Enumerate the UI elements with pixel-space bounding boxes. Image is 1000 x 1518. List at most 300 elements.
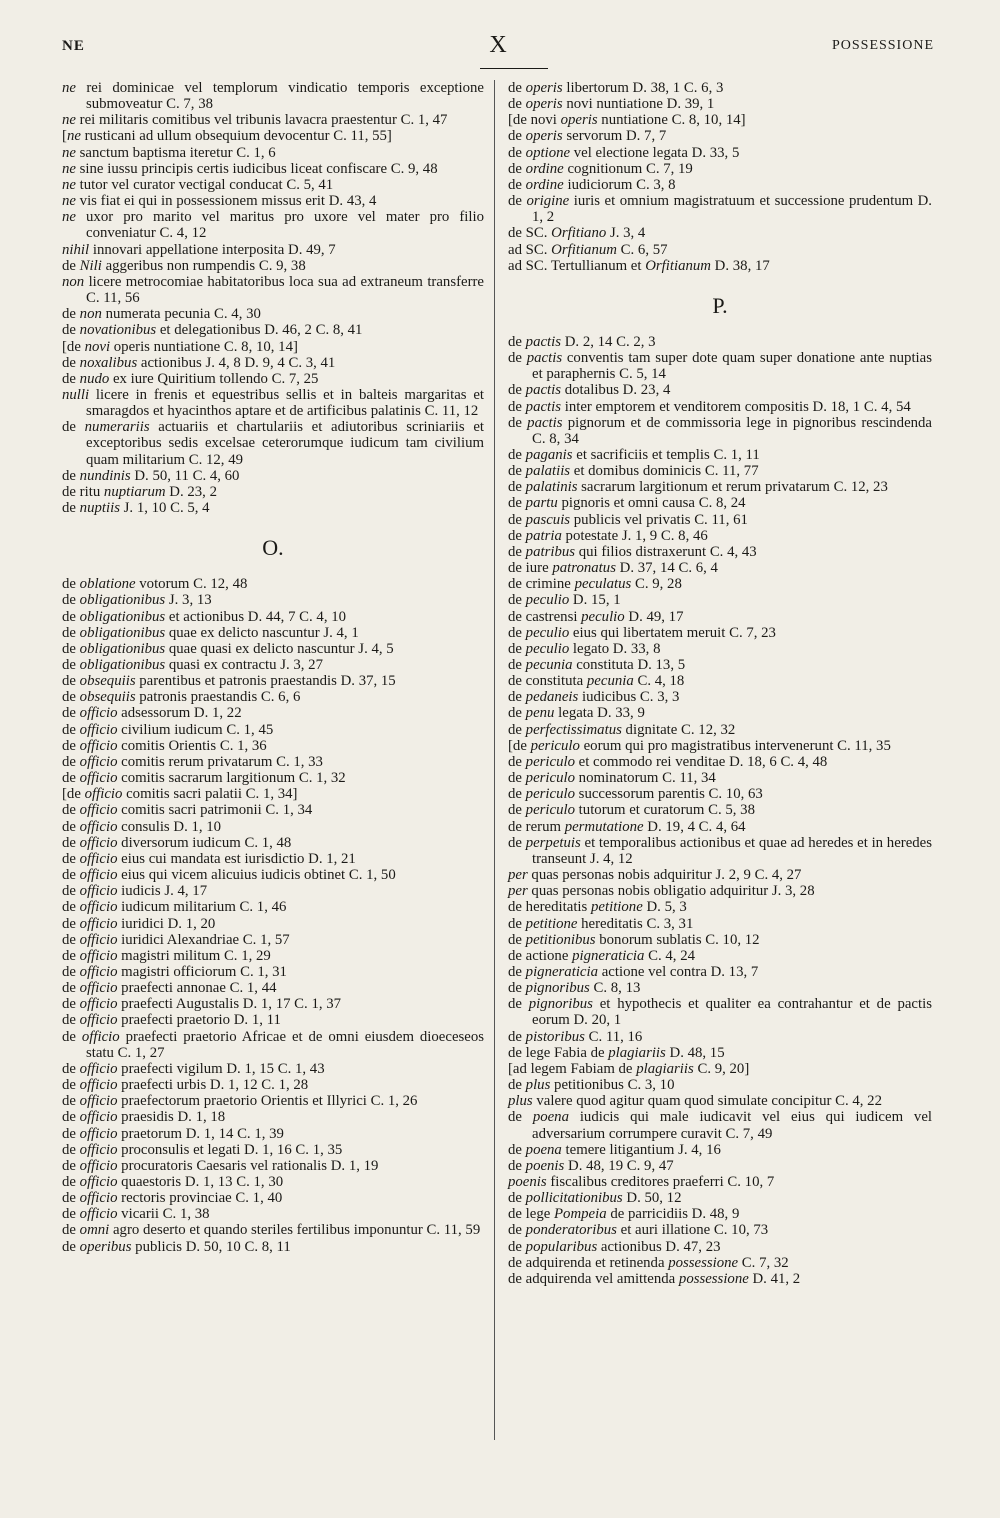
entry-text: et delegationibus D. 46, 2 C. 8, 41 xyxy=(156,322,363,339)
entry-keyword: peculio xyxy=(525,592,570,609)
entry-text: praefecti annonae C. 1, 44 xyxy=(117,980,277,997)
entry-text: de xyxy=(62,915,80,932)
index-entry xyxy=(508,1190,932,1206)
index-entry xyxy=(508,996,932,1028)
entry-keyword: per xyxy=(508,883,528,900)
index-entry xyxy=(508,258,932,274)
index-entry xyxy=(62,1126,484,1142)
entry-keyword: officio xyxy=(79,818,118,835)
entry-text: de xyxy=(508,479,526,496)
index-entry xyxy=(62,1158,484,1174)
entry-keyword: ne xyxy=(62,80,76,96)
index-entry xyxy=(62,112,484,128)
entry-keyword: officio xyxy=(79,850,118,867)
entry-text: de xyxy=(62,753,80,770)
entry-text: [de xyxy=(62,786,85,803)
entry-keyword: operis xyxy=(525,96,563,113)
entry-keyword: officio xyxy=(79,1077,118,1094)
entry-keyword: officio xyxy=(79,1093,118,1110)
index-entry xyxy=(508,819,932,835)
entry-text: praesidis D. 1, 18 xyxy=(117,1109,226,1126)
entry-text: de xyxy=(62,770,80,787)
entry-text: de xyxy=(508,1190,526,1207)
entry-text: et commodo rei venditae D. 18, 6 C. 4, 48 xyxy=(574,753,828,770)
entry-keyword: officio xyxy=(79,1206,118,1223)
index-entry xyxy=(62,641,484,657)
entry-text: et hypothecis et qualiter ea contrahantur et de pactis eorum D. 20, 1 xyxy=(532,996,932,1029)
entry-text: D. 49, 17 xyxy=(624,608,684,625)
index-entry xyxy=(62,322,484,338)
column-divider xyxy=(494,80,495,1440)
entry-text: de xyxy=(62,354,80,371)
index-entry xyxy=(508,225,932,241)
index-entry xyxy=(62,80,484,112)
entry-keyword: operis xyxy=(525,80,563,96)
index-entry xyxy=(508,802,932,818)
entry-text: D. 50, 11 C. 4, 60 xyxy=(130,467,240,484)
entry-text: licere in frenis et equestribus sellis et in balteis margaritas et smaragdos et hyacinthos aptare et de artificibus palatinis C. 11, 12 xyxy=(86,386,484,420)
entry-text: comitis sacri patrimonii C. 1, 34 xyxy=(117,802,313,819)
entry-text: [de xyxy=(508,737,531,754)
entry-text: nominatorum C. 11, 34 xyxy=(574,770,716,787)
index-entry xyxy=(508,447,932,463)
index-entry xyxy=(508,528,932,544)
index-entry xyxy=(508,592,932,608)
entry-keyword: Orfitianum xyxy=(551,241,617,258)
entry-keyword: plus xyxy=(525,1077,551,1094)
entry-keyword: officio xyxy=(79,996,118,1013)
index-entry xyxy=(508,932,932,948)
entry-keyword: petitione xyxy=(525,915,578,932)
entry-keyword: novationibus xyxy=(79,322,157,339)
entry-keyword: pactis xyxy=(526,350,563,367)
entry-keyword: periculo xyxy=(530,737,580,754)
entry-keyword: oblatione xyxy=(79,576,136,593)
entry-text: dignitate C. 12, 32 xyxy=(621,721,736,738)
entry-keyword: peculio xyxy=(581,608,625,625)
index-entry xyxy=(62,128,484,144)
entry-keyword: ordine xyxy=(525,176,564,193)
entry-text: et domibus dominicis C. 11, 77 xyxy=(570,463,759,480)
entry-keyword: plus xyxy=(508,1093,533,1110)
entry-text: ex iure Quiritium tollendo C. 7, 25 xyxy=(109,370,319,387)
entry-text: iuridici Alexandriae C. 1, 57 xyxy=(117,931,290,948)
entry-keyword: optione xyxy=(525,144,571,161)
entry-text: praefecti urbis D. 1, 12 C. 1, 28 xyxy=(117,1077,309,1094)
entry-text: libertorum D. 38, 1 C. 6, 3 xyxy=(562,80,724,96)
entry-text: de xyxy=(508,1109,533,1126)
entry-text: de xyxy=(508,996,529,1013)
entry-keyword: officio xyxy=(79,947,118,964)
entry-text: de xyxy=(508,721,526,738)
entry-text: de xyxy=(508,511,526,528)
index-entry xyxy=(508,835,932,867)
entry-text: de xyxy=(62,1125,80,1142)
entry-text: rei dominicae vel templorum vindicatio temporis exceptione submoveatur C. 7, 38 xyxy=(75,80,484,113)
header-right: POSSESSIONE xyxy=(831,38,934,53)
entry-keyword: nulli xyxy=(62,386,90,403)
index-entry xyxy=(62,657,484,673)
entry-keyword: officio xyxy=(84,786,123,803)
entry-text: D. 48, 19 C. 9, 47 xyxy=(564,1157,674,1174)
index-entry xyxy=(62,1222,484,1238)
entry-text: de xyxy=(508,834,526,851)
header-left: NE xyxy=(62,38,85,54)
index-entry xyxy=(62,484,484,500)
entry-keyword: nudo xyxy=(79,370,110,387)
entry-keyword: officio xyxy=(81,1028,120,1045)
entry-text: de adquirenda vel amittenda xyxy=(508,1270,679,1287)
entry-text: C. 6, 57 xyxy=(616,241,668,258)
index-entry xyxy=(508,883,932,899)
index-entry xyxy=(62,145,484,161)
entry-text: de xyxy=(508,753,526,770)
entry-text: de xyxy=(62,1238,80,1255)
entry-text: de xyxy=(508,80,526,96)
index-entry xyxy=(508,1206,932,1222)
entry-keyword: ne xyxy=(62,144,76,161)
entry-keyword: obligationibus xyxy=(79,608,166,625)
entry-text: novi nuntiatione D. 39, 1 xyxy=(562,96,715,113)
entry-text: de xyxy=(62,592,80,609)
entry-text: vicarii C. 1, 38 xyxy=(117,1206,210,1223)
right-column xyxy=(508,80,932,1287)
index-entry xyxy=(62,371,484,387)
index-entry xyxy=(62,306,484,322)
index-entry xyxy=(508,161,932,177)
entry-text: quas personas nobis adquiritur J. 2, 9 C. 4, 27 xyxy=(527,867,802,884)
index-entry xyxy=(62,1077,484,1093)
entry-keyword: officio xyxy=(79,1190,118,1207)
index-entry xyxy=(62,387,484,419)
entry-text: de xyxy=(62,850,80,867)
entry-keyword: omni xyxy=(79,1222,110,1239)
entry-text: D. 41, 2 xyxy=(748,1270,801,1287)
entry-keyword: officio xyxy=(79,1012,118,1029)
entry-text: C. 7, 32 xyxy=(738,1254,789,1271)
entry-text: aggeribus non rumpendis C. 9, 38 xyxy=(101,257,306,274)
entry-keyword: pigneraticia xyxy=(525,963,599,980)
entry-text: tutor vel curator vectigal conducat C. 5, 41 xyxy=(75,176,334,193)
entry-keyword: nihil xyxy=(62,241,90,258)
entry-keyword: pignoribus xyxy=(528,996,593,1013)
entry-text: de xyxy=(508,96,526,113)
entry-keyword: plagiariis xyxy=(608,1044,666,1061)
entry-text: de xyxy=(508,786,526,803)
index-entry xyxy=(508,1109,932,1141)
entry-text: quaestoris D. 1, 13 C. 1, 30 xyxy=(117,1174,284,1190)
index-entry xyxy=(62,193,484,209)
entry-keyword: perfectissimatus xyxy=(525,721,622,738)
entry-text: de xyxy=(62,721,80,738)
entry-text: de xyxy=(62,467,80,484)
entry-keyword: ne xyxy=(62,209,76,226)
entry-text: de xyxy=(508,592,526,609)
entry-keyword: officio xyxy=(79,737,118,754)
index-entry xyxy=(508,112,932,128)
index-entry xyxy=(62,996,484,1012)
entry-text: actionibus D. 47, 23 xyxy=(597,1238,721,1255)
index-entry xyxy=(508,1029,932,1045)
entry-text: comitis sacrarum largitionum C. 1, 32 xyxy=(117,770,346,787)
entry-text: de xyxy=(508,144,526,161)
entry-keyword: peculio xyxy=(525,624,570,641)
index-entry xyxy=(62,722,484,738)
entry-text: de xyxy=(508,1141,526,1158)
index-entry xyxy=(508,512,932,528)
entry-text: de xyxy=(62,705,80,722)
entry-keyword: periculo xyxy=(525,802,575,819)
index-entry xyxy=(62,851,484,867)
entry-keyword: poena xyxy=(525,1141,562,1158)
entry-text: nuntiatione C. 8, 10, 14] xyxy=(597,112,746,129)
entry-keyword: officio xyxy=(79,1109,118,1126)
index-entry xyxy=(508,193,932,225)
entry-text: de rerum xyxy=(508,818,565,835)
index-entry xyxy=(508,177,932,193)
entry-text: de hereditatis xyxy=(508,899,591,916)
entry-keyword: non xyxy=(79,306,102,323)
entry-text: cognitionum C. 7, 19 xyxy=(563,160,693,177)
entry-keyword: officio xyxy=(79,705,118,722)
entry-keyword: pactis xyxy=(525,382,562,399)
entry-keyword: ordine xyxy=(525,160,564,177)
entry-text: sine iussu principis certis iudicibus liceat confiscare C. 9, 48 xyxy=(75,160,438,177)
entry-text: de xyxy=(508,128,526,145)
entry-keyword: patronatus xyxy=(552,560,616,577)
entry-text: J. 3, 4 xyxy=(606,225,646,242)
entry-text: D. 37, 14 C. 6, 4 xyxy=(615,560,718,577)
index-entry xyxy=(62,161,484,177)
entry-keyword: officio xyxy=(79,931,118,948)
entry-text: C. 4, 24 xyxy=(644,947,695,964)
entry-text: de adquirenda et retinenda xyxy=(508,1254,669,1271)
entry-text: C. 8, 13 xyxy=(589,980,641,997)
entry-text: proconsulis et legati D. 1, 16 C. 1, 35 xyxy=(117,1141,343,1158)
entry-text: vis fiat ei qui in possessionem missus erit D. 43, 4 xyxy=(75,193,377,210)
index-entry xyxy=(508,350,932,382)
entry-keyword: officio xyxy=(79,753,118,770)
index-entry xyxy=(62,242,484,258)
index-entry xyxy=(62,770,484,786)
entry-text: de xyxy=(508,398,526,415)
entry-text: C. 11, 16 xyxy=(584,1028,643,1045)
entry-text: de xyxy=(508,350,527,367)
entry-text: eorum qui pro magistratibus intervenerunt C. 11, 35 xyxy=(579,737,891,754)
entry-text: bonorum sublatis C. 10, 12 xyxy=(595,931,760,948)
entry-keyword: numerariis xyxy=(84,419,150,436)
index-entry xyxy=(62,1093,484,1109)
entry-text: D. 38, 17 xyxy=(710,257,770,274)
entry-text: de xyxy=(508,1157,526,1174)
entry-text: de xyxy=(62,624,80,641)
entry-text: et sacrificiis et templis C. 1, 11 xyxy=(572,446,760,463)
entry-text: de xyxy=(508,689,526,706)
entry-text: de xyxy=(62,640,80,657)
entry-text: de crimine xyxy=(508,576,575,593)
entry-text: de xyxy=(62,931,80,948)
entry-keyword: per xyxy=(508,867,528,884)
index-entry xyxy=(62,274,484,306)
entry-text: de xyxy=(508,915,526,932)
index-entry xyxy=(508,1239,932,1255)
entry-keyword: ne xyxy=(62,112,76,129)
entry-text: ad SC. xyxy=(508,241,552,258)
entry-text: iudicum militarium C. 1, 46 xyxy=(117,899,287,916)
entry-keyword: pigneraticia xyxy=(572,947,645,964)
entry-text: iuris et omnium magistratuum et successione prudentum D. 1, 2 xyxy=(532,193,933,226)
entry-keyword: ne xyxy=(62,160,76,177)
index-entry xyxy=(62,964,484,980)
entry-text: de xyxy=(62,576,80,593)
entry-text: de xyxy=(508,1238,526,1255)
entry-text: de xyxy=(62,1060,80,1077)
index-entry xyxy=(62,1142,484,1158)
entry-keyword: officio xyxy=(79,802,118,819)
index-entry xyxy=(508,415,932,447)
entry-text: eius cui mandata est iurisdictio D. 1, 21 xyxy=(117,850,356,867)
index-entry xyxy=(508,479,932,495)
index-entry xyxy=(508,689,932,705)
entry-text: de xyxy=(508,705,526,722)
entry-keyword: penu xyxy=(525,705,555,722)
entry-keyword: pactis xyxy=(525,333,562,350)
index-entry xyxy=(62,754,484,770)
index-entry xyxy=(62,948,484,964)
entry-text: ad SC. Tertullianum et xyxy=(508,257,646,274)
index-entry xyxy=(508,145,932,161)
entry-keyword: officio xyxy=(79,1060,118,1077)
index-entry xyxy=(62,673,484,689)
entry-text: de iure xyxy=(508,560,553,577)
index-entry xyxy=(508,544,932,560)
entry-keyword: ne xyxy=(62,176,76,193)
index-entry xyxy=(62,419,484,467)
entry-text: iudicis qui male iudicavit vel eius qui iudicem vel adversarium corrumpere curavit C. 7, 49 xyxy=(532,1109,932,1142)
entry-keyword: officio xyxy=(79,980,118,997)
entry-text: diversorum iudicum C. 1, 48 xyxy=(117,834,292,851)
index-entry xyxy=(508,641,932,657)
entry-text: consulis D. 1, 10 xyxy=(117,818,222,835)
index-entry xyxy=(508,1255,932,1271)
entry-text: D. 23, 2 xyxy=(165,483,217,500)
entry-text: numerata pecunia C. 4, 30 xyxy=(101,306,261,323)
entry-text: C. 9, 20] xyxy=(693,1060,750,1077)
entry-keyword: paganis xyxy=(525,446,573,463)
entry-text: praetorum D. 1, 14 C. 1, 39 xyxy=(117,1125,284,1142)
entry-keyword: palatinis xyxy=(525,479,578,496)
entry-keyword: obligationibus xyxy=(79,657,166,673)
index-entry xyxy=(508,1077,932,1093)
entry-text: rei militaris comitibus vel tribunis lavacra praestentur C. 1, 47 xyxy=(75,112,448,129)
entry-keyword: pecunia xyxy=(586,673,634,690)
index-entry xyxy=(508,1061,932,1077)
running-header xyxy=(62,34,934,60)
entry-text: de xyxy=(62,834,80,851)
index-entry xyxy=(508,673,932,689)
entry-text: de xyxy=(508,382,526,399)
entry-text: D. 5, 3 xyxy=(642,899,687,916)
entry-text: de xyxy=(62,1077,80,1094)
index-entry xyxy=(508,657,932,673)
index-entry xyxy=(62,258,484,274)
index-entry xyxy=(62,177,484,193)
entry-keyword: peculio xyxy=(525,640,570,657)
entry-text: de xyxy=(508,160,526,177)
entry-text: iuridici D. 1, 20 xyxy=(117,915,216,932)
entry-text: rectoris provinciae C. 1, 40 xyxy=(117,1190,283,1207)
index-entry xyxy=(508,399,932,415)
index-entry xyxy=(62,500,484,516)
entry-keyword: patribus xyxy=(525,543,576,560)
entry-text: publicis vel privatis C. 11, 61 xyxy=(570,511,748,528)
index-entry xyxy=(508,96,932,112)
entry-text: praefecti Augustalis D. 1, 17 C. 1, 37 xyxy=(117,996,342,1013)
index-entry xyxy=(62,355,484,371)
index-entry xyxy=(508,128,932,144)
entry-text: de xyxy=(62,1174,80,1190)
entry-text: de xyxy=(62,802,80,819)
entry-keyword: nundinis xyxy=(79,467,131,484)
entry-text: de xyxy=(508,963,526,980)
entry-keyword: poenis xyxy=(508,1174,547,1190)
entry-text: de xyxy=(62,1190,80,1207)
entry-keyword: officio xyxy=(79,721,118,738)
entry-text: parentibus et patronis praestandis D. 37, 15 xyxy=(135,673,396,690)
index-entry xyxy=(508,334,932,350)
entry-keyword: plagiariis xyxy=(636,1060,694,1077)
entry-keyword: pactis xyxy=(527,414,563,431)
entry-text: de xyxy=(62,947,80,964)
index-entry xyxy=(508,1158,932,1174)
entry-text: C. 9, 28 xyxy=(631,576,682,593)
entry-text: de xyxy=(62,500,80,517)
entry-text: comitis rerum privatarum C. 1, 33 xyxy=(117,753,323,770)
entry-keyword: pistoribus xyxy=(525,1028,585,1045)
entry-text: D. 2, 14 C. 2, 3 xyxy=(561,333,656,350)
entry-text: J. 1, 10 C. 5, 4 xyxy=(119,500,210,517)
entry-keyword: periculo xyxy=(525,753,575,770)
entry-text: civilium iudicum C. 1, 45 xyxy=(117,721,274,738)
header-rule xyxy=(480,68,548,69)
entry-keyword: noxalibus xyxy=(79,354,138,371)
entry-text: de xyxy=(508,414,528,431)
entry-text: iudiciorum C. 3, 8 xyxy=(563,176,676,193)
entry-text: de xyxy=(62,1012,80,1029)
index-entry xyxy=(508,754,932,770)
entry-keyword: pascuis xyxy=(525,511,571,528)
index-entry xyxy=(62,899,484,915)
entry-text: de xyxy=(508,333,526,350)
entry-text: de xyxy=(508,1222,526,1239)
index-entry xyxy=(508,899,932,915)
entry-text: de xyxy=(62,689,80,706)
entry-text: qui filios distraxerunt C. 4, 43 xyxy=(575,543,757,560)
entry-text: quasi ex contractu J. 3, 27 xyxy=(165,657,323,673)
entry-text: J. 3, 13 xyxy=(165,592,212,609)
entry-text: praefecti vigilum D. 1, 15 C. 1, 43 xyxy=(117,1060,325,1077)
entry-text: de lege xyxy=(508,1206,555,1223)
index-entry xyxy=(62,916,484,932)
entry-text: de xyxy=(62,980,80,997)
entry-text: de xyxy=(508,640,526,657)
index-entry xyxy=(62,1190,484,1206)
index-entry xyxy=(62,689,484,705)
entry-keyword: petitione xyxy=(591,899,643,916)
entry-text: de xyxy=(62,996,80,1013)
entry-keyword: officio xyxy=(79,963,118,980)
entry-keyword: officio xyxy=(79,1157,118,1174)
